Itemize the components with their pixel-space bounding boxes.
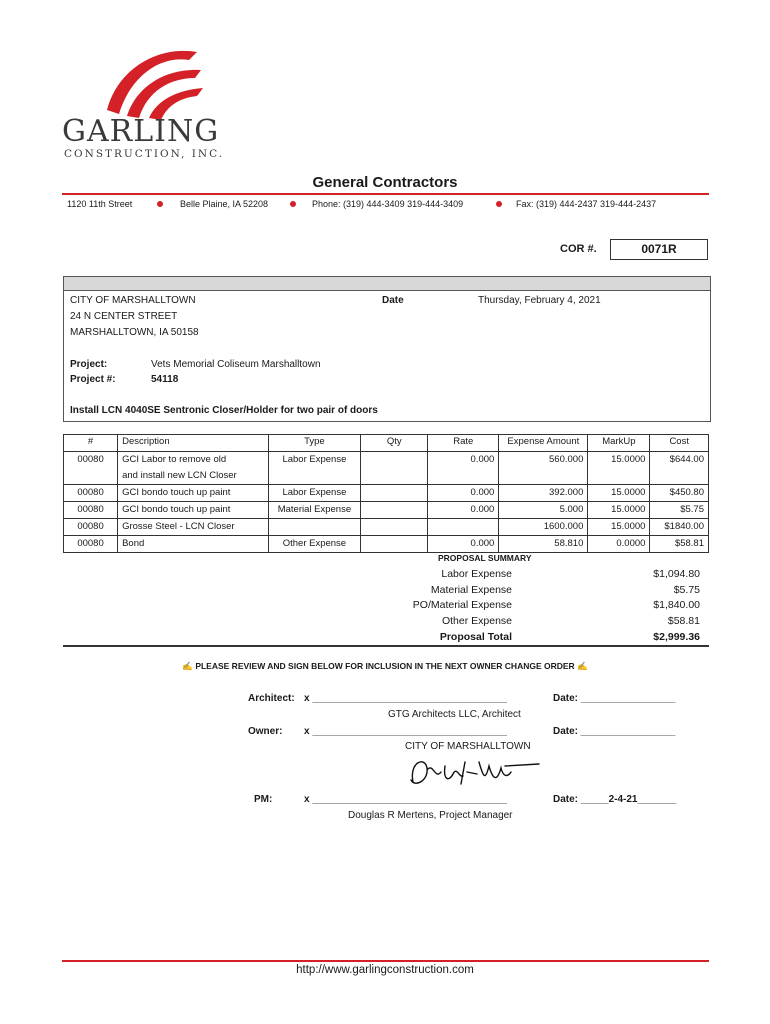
summary-value-other: $58.81 [667,615,700,627]
architect-date[interactable]: Date: _________________ [553,693,676,704]
table-row [64,485,709,502]
cell-rate [428,519,499,536]
line-items-table [63,434,709,553]
table-row [64,468,709,485]
table-row [64,519,709,536]
col-header-cost: Cost [650,435,709,452]
bullet-3 [496,201,502,207]
client-box [63,276,711,422]
cell-expense: 392.000 [499,485,588,502]
cell-type [268,519,361,536]
summary-value-po-material: $1,840.00 [653,599,700,611]
architect-name: GTG Architects LLC, Architect [388,709,521,720]
summary-label-labor: Labor Expense [441,568,512,580]
company-logo [62,40,232,165]
cell-qty [361,502,428,519]
review-note [0,661,770,672]
cell-expense: 560.000 [499,452,588,469]
client-city: MARSHALLTOWN, IA 50158 [70,327,199,338]
company-subtitle: CONSTRUCTION, INC. [64,148,225,160]
owner-date[interactable]: Date: _________________ [553,726,676,737]
cell-number: 00080 [64,452,118,469]
cell-qty [361,536,428,553]
project-label: Project: [70,359,108,370]
architect-label: Architect: [248,693,295,704]
col-header-markup: MarkUp [588,435,650,452]
cell-description: Bond [118,536,268,553]
cell-qty [361,519,428,536]
cell-description: GCI bondo touch up paint [118,502,268,519]
contact-phone: Phone: (319) 444-3409 319-444-3409 [312,199,464,209]
cell-number: 00080 [64,519,118,536]
cell-cost: $58.81 [650,536,709,553]
project-number-label: Project #: [70,374,116,385]
cell-rate: 0.000 [428,536,499,553]
footer-divider [62,960,709,962]
date-label: Date [382,295,404,306]
cell-expense: 58.810 [499,536,588,553]
cell-type: Other Expense [268,536,361,553]
cell-number: 00080 [64,536,118,553]
cor-number-box [610,239,708,260]
col-header-expense: Expense Amount [499,435,588,452]
contact-address: 1120 11th Street [67,199,133,209]
summary-title: PROPOSAL SUMMARY [438,553,532,563]
cell-type: Labor Expense [268,485,361,502]
contact-fax: Fax: (319) 444-2437 319-444-2437 [516,199,657,209]
logo-swoosh-icon [97,40,207,120]
cell-description: Grosse Steel - LCN Closer [118,519,268,536]
bullet-2 [290,201,296,207]
cell-markup: 0.0000 [588,536,650,553]
cell-expense: 5.000 [499,502,588,519]
pm-name: Douglas R Mertens, Project Manager [348,810,513,821]
cell-number: 00080 [64,485,118,502]
col-header-number: # [64,435,118,452]
summary-value-material: $5.75 [673,584,700,596]
cell-markup [588,468,650,485]
summary-label-po-material: PO/Material Expense [412,599,512,611]
project-number-value: 54118 [151,374,179,385]
pm-date[interactable]: Date: _____2-4-21_______ [553,794,677,805]
date-value: Thursday, February 4, 2021 [478,295,601,306]
cell-number [64,468,118,485]
cor-label: COR #. [560,243,597,255]
client-name: CITY OF MARSHALLTOWN [70,295,196,306]
table-header-row [64,435,709,452]
owner-label: Owner: [248,726,283,737]
summary-divider [63,645,709,647]
cell-expense: 1600.000 [499,519,588,536]
cell-description: GCI Labor to remove old [118,452,268,469]
cell-cost: $1840.00 [650,519,709,536]
cell-markup: 15.0000 [588,519,650,536]
col-header-description: Description [118,435,268,452]
footer-url[interactable]: http://www.garlingconstruction.com [296,964,474,976]
cell-type: Material Expense [268,502,361,519]
cell-cost: $450.80 [650,485,709,502]
cell-expense [499,468,588,485]
cell-cost: $5.75 [650,502,709,519]
table-row [64,536,709,553]
table-row [64,452,709,469]
client-header-bar [64,277,710,291]
cell-description: and install new LCN Closer [118,468,268,485]
col-header-type: Type [268,435,361,452]
cell-description: GCI bondo touch up paint [118,485,268,502]
summary-label-material: Material Expense [430,584,512,596]
project-value: Vets Memorial Coliseum Marshalltown [151,359,321,370]
pencil-icon: ✍ [577,661,588,671]
review-note-text: PLEASE REVIEW AND SIGN BELOW FOR INCLUSION IN THE NEXT OWNER CHANGE ORDER [195,661,575,671]
table-row [64,502,709,519]
cell-type: Labor Expense [268,452,361,469]
cell-rate [428,468,499,485]
cell-markup: 15.0000 [588,502,650,519]
cell-cost [650,468,709,485]
col-header-qty: Qty [361,435,428,452]
architect-signature-line[interactable]: x ___________________________________ [304,693,507,704]
company-name: GARLING [62,114,220,149]
cell-qty [361,468,428,485]
project-description: Install LCN 4040SE Sentronic Closer/Holder for two pair of doors [70,405,378,416]
summary-total-label: Proposal Total [439,631,512,643]
cell-type [268,468,361,485]
pm-label: PM: [254,794,273,805]
cell-number: 00080 [64,502,118,519]
owner-name: CITY OF MARSHALLTOWN [405,741,531,752]
tagline: General Contractors [312,174,458,191]
cell-qty [361,485,428,502]
cell-rate: 0.000 [428,452,499,469]
contact-city: Belle Plaine, IA 52208 [180,199,269,209]
cell-rate: 0.000 [428,485,499,502]
summary-label-other: Other Expense [441,615,512,627]
header-divider [62,193,709,195]
pm-signature-line[interactable]: x ___________________________________ [304,794,507,805]
cell-markup: 15.0000 [588,485,650,502]
cell-rate: 0.000 [428,502,499,519]
owner-signature-line[interactable]: x ___________________________________ [304,726,507,737]
handwritten-signature [405,752,545,792]
cell-qty [361,452,428,469]
client-street: 24 N CENTER STREET [70,311,178,322]
summary-total-value: $2,999.36 [653,631,700,643]
pencil-icon: ✍ [182,661,193,671]
bullet-1 [157,201,163,207]
cell-markup: 15.0000 [588,452,650,469]
cell-cost: $644.00 [650,452,709,469]
summary-value-labor: $1,094.80 [653,568,700,580]
cor-number: 0071R [641,242,677,256]
col-header-rate: Rate [428,435,499,452]
